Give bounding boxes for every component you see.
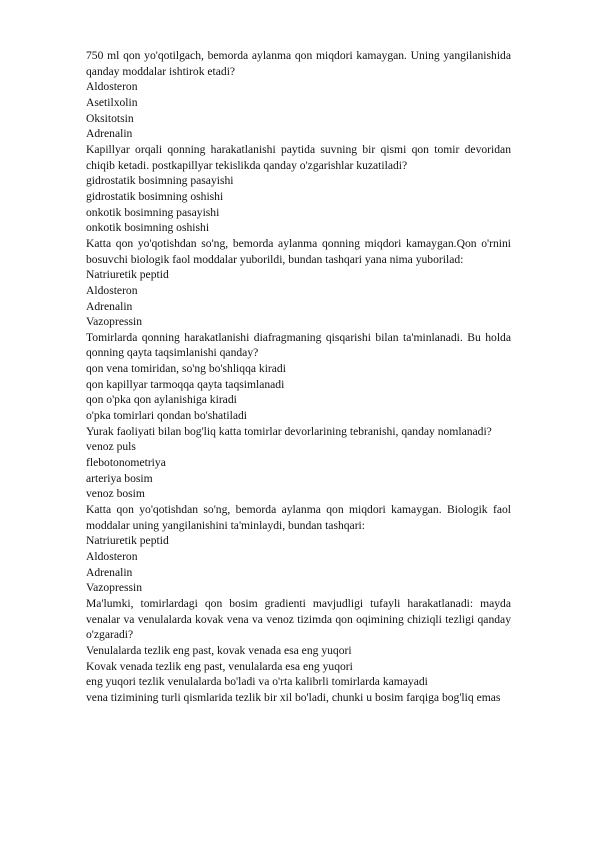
question-text: 750 ml qon yo'qotilgach, bemorda aylanma qon miqdori kamaygan. Uning yangilanishida qanday moddalar ishtirok etadi? <box>86 49 511 78</box>
answer-option: qon kapillyar tarmoqqa qayta taqsimlanadi <box>86 377 285 391</box>
answer-option: Vazopressin <box>86 581 143 595</box>
question-text: Ma'lumki, tomirlardagi qon bosim gradienti mavjudligi tufayli harakatlanadi: mayda venalar va venulalarda kovak vena va venoz tizimda qon oqimining chiziqli tezligi qanday o'zgaradi? <box>86 596 511 642</box>
answer-option: Aldosteron <box>86 80 138 94</box>
answer-option: Asetilxolin <box>86 95 138 109</box>
answer-option: eng yuqori tezlik venulalarda bo'ladi va o'rta kalibrli tomirlarda kamayadi <box>86 675 428 689</box>
answer-option: Adrenalin <box>86 299 133 313</box>
question-text: Katta qon yo'qotishdan so'ng, bemorda aylanma qon miqdori kamaygan. Biologik faol moddalar uning yangilanishini ta'minlaydi, bundan tashqari: <box>86 503 511 532</box>
answer-option: Oksitotsin <box>86 111 134 125</box>
answer-option: Natriuretik peptid <box>86 268 169 282</box>
answer-option: flebotonometriya <box>86 456 166 470</box>
answer-option: Natriuretik peptid <box>86 534 169 548</box>
document-page <box>86 48 511 706</box>
answer-option: Aldosteron <box>86 283 138 297</box>
answer-option: gidrostatik bosimning pasayishi <box>86 174 234 188</box>
answer-option: onkotik bosimning pasayishi <box>86 205 220 219</box>
answer-option: venoz bosim <box>86 487 145 501</box>
answer-option: Adrenalin <box>86 127 133 141</box>
answer-option: venoz puls <box>86 440 136 454</box>
answer-option: qon o'pka qon aylanishiga kiradi <box>86 393 237 407</box>
answer-option: Adrenalin <box>86 565 133 579</box>
answer-option: Aldosteron <box>86 550 138 563</box>
question-text: Kapillyar orqali qonning harakatlanishi paytida suvning bir qismi qon tomir devoridan chiqib ketadi. postkapillyar tekislikda qanday o'zgarishlar kuzatiladi? <box>86 142 511 172</box>
answer-option: o'pka tomirlari qondan bo'shatiladi <box>86 409 247 423</box>
answer-option: Vazopressin <box>86 315 143 329</box>
answer-option: Kovak venada tezlik eng past, venulalarda esa eng yuqori <box>86 659 353 673</box>
question-text: Tomirlarda qonning harakatlanishi diafragmaning qisqarishi bilan ta'minlanadi. Bu holda qonning qayta taqsimlanishi qanday? <box>86 330 511 360</box>
answer-option: Venulalarda tezlik eng past, kovak venada esa eng yuqori <box>86 643 352 657</box>
question-text: vena tizimining turli qismlarida tezlik bir xil bo'ladi, chunki u bosim farqiga bog'liq emas <box>86 690 501 704</box>
question-text: Katta qon yo'qotishdan so'ng, bemorda aylanma qonning miqdori kamaygan.Qon o'rnini bosuvchi biologik faol moddalar yuborildi, bundan tashqari yana nima yuborilad: <box>86 236 511 266</box>
question-text: Yurak faoliyati bilan bog'liq katta tomirlar devorlarining tebranishi, qanday nomlanadi? <box>86 424 492 438</box>
answer-option: arteriya bosim <box>86 471 153 485</box>
answer-option: gidrostatik bosimning oshishi <box>86 189 224 203</box>
answer-option: onkotik bosimning oshishi <box>86 221 210 235</box>
answer-option: qon vena tomiridan, so'ng bo'shliqqa kiradi <box>86 362 286 376</box>
